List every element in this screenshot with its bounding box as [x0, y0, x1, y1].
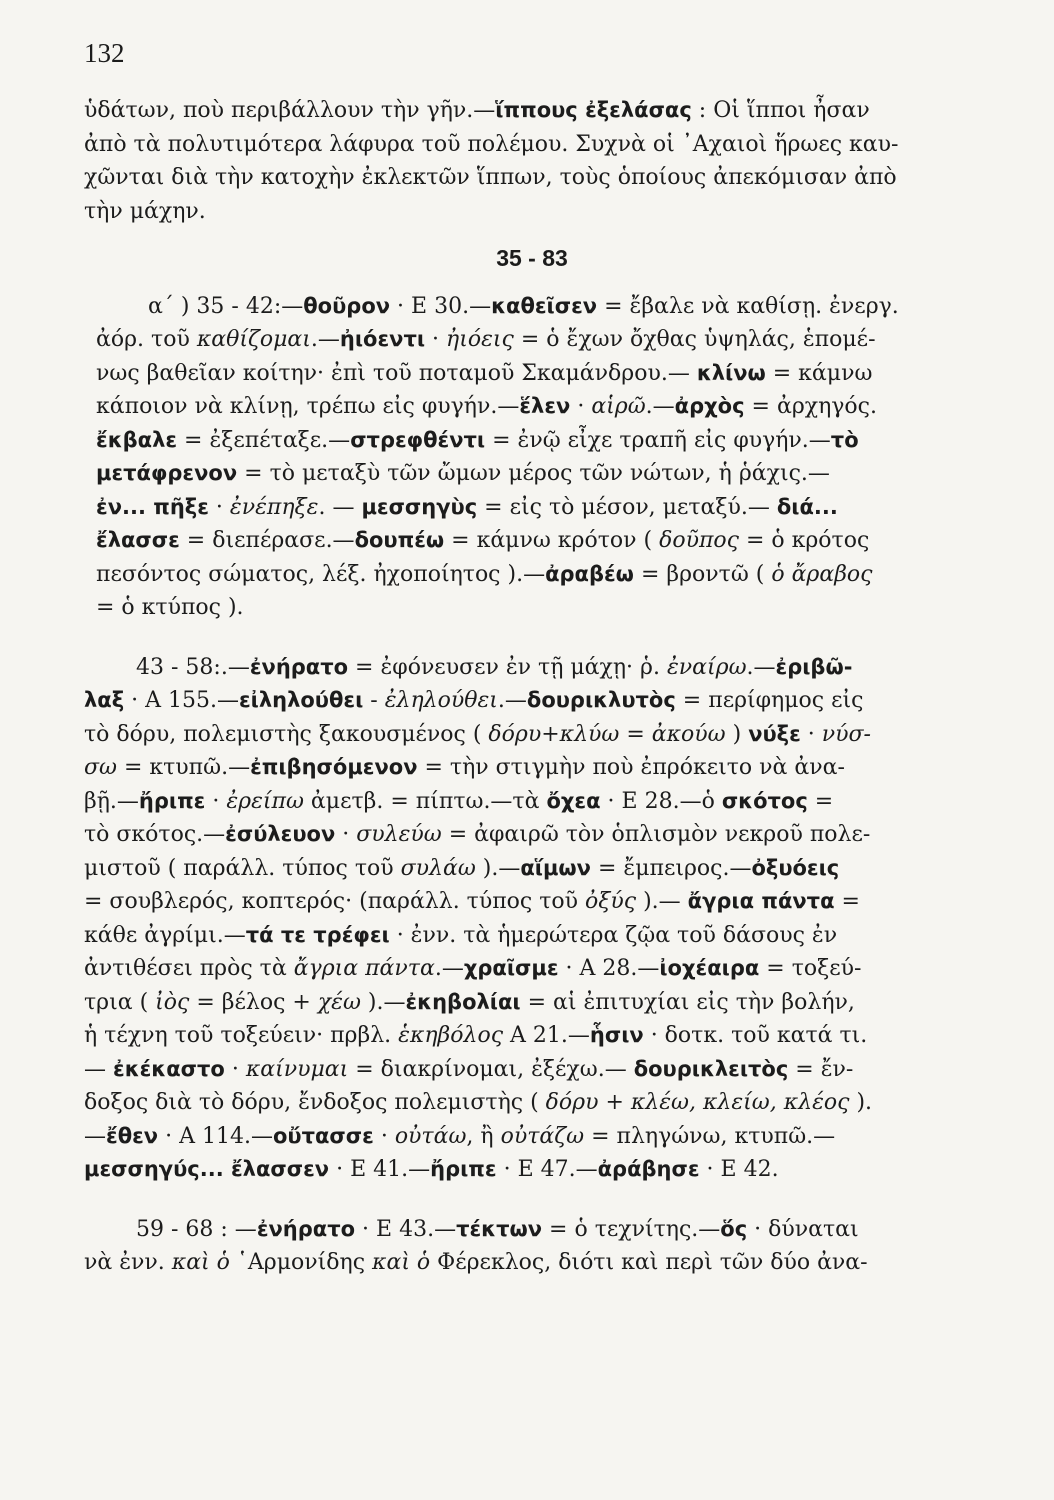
lemma-term: ἐνήρατο: [249, 654, 349, 679]
text-line: [84, 986, 980, 1020]
text-run: = ἀφαιρῶ τὸν ὁπλισμὸν νεκροῦ πολε-: [441, 822, 871, 847]
lemma-term: τά τε τρέφει: [245, 922, 390, 947]
italic-text: ἑκηβόλος: [398, 1023, 504, 1048]
lemma-term: ὅς: [720, 1216, 748, 1241]
commentary-paragraph-35-42: [84, 290, 980, 625]
lemma-term: λαξ: [84, 688, 125, 712]
text-run: .—: [434, 956, 464, 981]
text-line: [96, 558, 980, 592]
text-line: [96, 591, 980, 625]
text-run: —: [84, 1123, 106, 1149]
italic-text: καίνυμαι: [245, 1056, 349, 1082]
lemma-term: ὀξυόεις: [751, 855, 840, 880]
text-run: .—: [497, 688, 527, 713]
text-run: Φέρεκλος, διότι καὶ περὶ τῶν δύο ἀνα-: [430, 1250, 868, 1275]
lemma-term: ἐν... πῆξε: [96, 494, 209, 519]
text-run: ἀμετβ. = πίπτω.—τὰ: [303, 788, 547, 814]
italic-text: ἠιόεις: [446, 327, 514, 352]
text-run: .—: [645, 394, 675, 419]
text-run: ).—: [636, 889, 688, 914]
text-run: -: [363, 688, 385, 713]
text-run: ἀντιθέσει πρὸς τὰ: [84, 956, 294, 981]
text-line: [84, 1086, 980, 1120]
text-run: = ἐνῷ εἶχε τραπῆ εἰς φυγήν.—: [485, 427, 831, 453]
lemma-term: ἐκηβολίαι: [405, 989, 521, 1014]
italic-text: συλάω: [400, 855, 476, 881]
text-line: [96, 390, 980, 424]
text-line: [96, 323, 980, 357]
text-run: ἀπὸ τὰ πολυτιμότερα λάφυρα τοῦ πολέμου. Συχνὰ οἱ ᾿Αχαιοὶ ἥρωες καυ-: [84, 131, 899, 157]
lemma-term: αἵμων: [520, 855, 591, 880]
text-run: : Οἱ ἵπποι ἦσαν: [691, 98, 870, 123]
lemma-term: ἐριβῶ-: [775, 654, 853, 679]
text-run: = ὁ κτύπος ).: [96, 595, 244, 620]
text-line: [84, 1213, 980, 1247]
text-run: τὸ σκότος.—: [84, 822, 226, 847]
lemma-term: ἐσύλευον: [225, 822, 336, 846]
italic-text: δοῦπος: [659, 528, 739, 553]
text-run: χῶνται διὰ τὴν κατοχὴν ἐκλεκτῶν ἵππων, τοὺς ὁποίους ἀπεκόμισαν ἀπὸ: [84, 165, 897, 190]
lemma-term: ἤριπε: [138, 788, 206, 813]
text-line: [96, 290, 980, 324]
italic-text: αἱρῶ: [591, 394, 646, 419]
italic-text: ὀξύς: [585, 889, 637, 914]
text-run: ·: [800, 721, 822, 747]
text-line: [96, 357, 980, 391]
lemma-term: ἰοχέαιρα: [659, 956, 760, 980]
text-run: ·: [425, 327, 447, 352]
lemma-term: καθεῖσεν: [491, 293, 598, 318]
text-run: = αἱ ἐπιτυχίαι εἰς τὴν βολήν,: [520, 989, 855, 1015]
italic-text: συλεύω: [356, 822, 442, 847]
text-line: [84, 718, 980, 752]
text-run: = κάμνω: [765, 360, 873, 386]
lemma-term: ἕλεν: [519, 394, 571, 418]
text-run: 59 - 68 : —: [136, 1216, 257, 1242]
italic-text: δόρυ + κλέω, κλείω, κλέος: [545, 1090, 850, 1115]
italic-text: ὁ ἄραβος: [771, 561, 873, 587]
text-run: = ὁ τεχνίτης.—: [542, 1216, 721, 1242]
text-run: = τὸ μεταξὺ τῶν ὤμων μέρος τῶν νώτων, ἡ ῥάχις.—: [237, 461, 830, 486]
commentary-paragraph-59-68: [84, 1213, 980, 1280]
text-line: [84, 852, 980, 886]
text-line: [96, 524, 980, 558]
text-run: · δύναται: [747, 1216, 859, 1242]
lemma-term: ἔλασσε: [96, 528, 180, 552]
text-line: [84, 785, 980, 819]
text-line: [84, 128, 980, 162]
lemma-term: δουπέω: [354, 528, 445, 552]
lemma-term: ἀρχὸς: [674, 394, 745, 418]
text-line: [84, 1019, 980, 1053]
italic-text: ἀκούω: [651, 721, 726, 747]
text-run: νὰ ἐνν.: [84, 1250, 172, 1275]
italic-text: χέω: [317, 989, 361, 1015]
text-run: κάθε ἀγρίμι.—: [84, 922, 246, 948]
text-run: · Ε 47.—: [496, 1157, 598, 1182]
italic-text: δόρυ+κλύω: [488, 721, 620, 747]
italic-text: οὐτάζω: [500, 1123, 585, 1149]
lemma-term: ἀράβησε: [597, 1157, 700, 1181]
text-line: [84, 818, 980, 852]
lemma-term: ἐκέκαστο: [113, 1056, 225, 1081]
lemma-term: ἔθεν: [106, 1123, 159, 1148]
text-run: δοξος διὰ τὸ δόρυ, ἔνδοξος πολεμιστὴς (: [84, 1090, 546, 1115]
italic-text: καθίζομαι: [196, 327, 311, 352]
text-run: τὴν μάχην.: [84, 198, 206, 224]
text-run: =: [807, 788, 834, 814]
text-line: [84, 751, 980, 785]
text-run: βῇ.—: [84, 788, 139, 814]
text-run: · Ε 41.—: [329, 1157, 431, 1182]
text-run: = διακρίνομαι, ἐξέχω.—: [348, 1056, 634, 1082]
text-run: = εἰς τὸ μέσον, μεταξύ.—: [477, 494, 777, 520]
italic-text: ἐναίρω: [666, 654, 747, 680]
text-run: = τοξεύ-: [759, 956, 862, 981]
text-run: νως βαθεῖαν κοίτην· ἐπὶ τοῦ ποταμοῦ Σκαμάνδρου.—: [96, 360, 697, 386]
text-run: · δοτκ. τοῦ κατά τι.: [643, 1023, 868, 1048]
text-run: .—: [310, 327, 340, 352]
italic-text: ἄγρια πάντα: [293, 956, 435, 981]
text-line: [84, 885, 980, 919]
text-run: · Α 114.—: [158, 1123, 273, 1149]
text-run: = βροντῶ (: [633, 561, 772, 587]
text-run: κάποιον νὰ κλίνῃ, τρέπω εἰς φυγήν.—: [96, 394, 520, 419]
text-run: ).—: [360, 989, 406, 1015]
text-run: = τὴν στιγμὴν ποὺ ἐπρόκειτο νὰ ἀνα-: [417, 755, 845, 780]
commentary-paragraph-43-58: [84, 651, 980, 1187]
text-run: α΄ ) 35 - 42:—: [148, 293, 304, 319]
lemma-term: μεσσηγύς... ἔλασσεν: [84, 1157, 330, 1181]
text-line: [84, 1053, 980, 1087]
text-run: = διεπέρασε.—: [179, 528, 355, 553]
lemma-term: χραῖσμε: [463, 956, 559, 980]
lemma-term: τὸ: [830, 427, 859, 452]
italic-text: ἐρείπω: [226, 788, 304, 814]
lemma-term: μεσσηγὺς: [361, 494, 478, 519]
text-run: ὑδάτων, ποὺ περιβάλλουν τὴν γῆν.—: [84, 98, 496, 123]
text-line: [84, 651, 980, 685]
text-run: ἀόρ. τοῦ: [96, 327, 197, 352]
text-run: —: [84, 1056, 113, 1082]
text-line: [84, 161, 980, 195]
lemma-term: ἔκβαλε: [96, 427, 178, 452]
text-run: = πληγώνω, κτυπῶ.—: [584, 1123, 836, 1149]
lemma-term: νύξε: [748, 721, 801, 746]
text-run: τρια (: [84, 989, 156, 1015]
italic-text: ἐνέπηξε: [229, 494, 319, 520]
lemma-term: τέκτων: [456, 1216, 543, 1241]
text-run: ).—: [475, 855, 521, 881]
lemma-term: ἐπιβησόμενον: [250, 755, 418, 779]
text-run: . —: [318, 494, 362, 520]
intro-paragraph: [84, 94, 980, 228]
page-body: [84, 94, 980, 1280]
section-heading: 35 - 83: [496, 245, 568, 271]
lemma-term: στρεφθέντι: [350, 427, 486, 452]
text-run: · Ε 30.—: [390, 293, 492, 319]
italic-text: καὶ ὁ: [372, 1250, 431, 1275]
text-line: [84, 919, 980, 953]
text-run: ).: [849, 1090, 873, 1115]
text-run: = ἔν-: [788, 1056, 854, 1082]
text-line: [96, 424, 980, 458]
text-line: [96, 491, 980, 525]
italic-text: σω: [84, 755, 117, 780]
text-run: ·: [373, 1123, 395, 1149]
text-run: ·: [570, 394, 592, 419]
text-run: 43 - 58:.—: [136, 654, 250, 680]
text-line: [84, 1246, 980, 1280]
lemma-term: ἄγρια πάντα: [687, 889, 835, 913]
lemma-term: ἧσιν: [589, 1023, 644, 1047]
text-run: ): [725, 721, 749, 747]
text-run: = ἔμπειρος.—: [590, 855, 752, 881]
text-run: · Α 28.—: [558, 956, 660, 981]
text-line: [84, 1120, 980, 1154]
lemma-term: μετάφρενον: [96, 461, 238, 485]
text-line: [96, 457, 980, 491]
text-line: [84, 94, 980, 128]
text-run: · Ε 42.: [699, 1157, 779, 1182]
text-run: = ἔβαλε νὰ καθίσῃ. ἐνεργ.: [597, 293, 899, 319]
text-run: · Ε 43.—: [355, 1216, 457, 1242]
text-run: =: [834, 889, 860, 914]
text-run: ·: [205, 788, 227, 814]
text-run: = περίφημος εἰς: [675, 688, 864, 713]
text-run: .—: [746, 654, 776, 680]
text-line: [84, 952, 980, 986]
text-run: = κτυπῶ.—: [116, 755, 251, 780]
text-run: =: [619, 721, 652, 747]
lemma-term: οὔτασσε: [272, 1123, 374, 1148]
text-run: ·: [335, 822, 357, 847]
text-run: Α 21.—: [503, 1023, 590, 1048]
text-line: [84, 1153, 980, 1187]
text-run: πεσόντος σώματος, λέξ. ἠχοποίητος ).—: [96, 561, 546, 587]
italic-text: νύσ-: [821, 721, 871, 747]
lemma-term: διά...: [776, 494, 838, 519]
lemma-term: ἤριπε: [430, 1157, 497, 1181]
text-run: τὸ δόρυ, πολεμιστὴς ξακουσμένος (: [84, 721, 489, 747]
italic-text: ἰὸς: [155, 989, 190, 1015]
text-run: = ὁ κρότος: [738, 528, 870, 553]
lemma-term: ἐνήρατο: [256, 1216, 356, 1241]
lemma-term: θοῦρον: [303, 293, 391, 318]
lemma-term: ὄχεα: [546, 788, 601, 813]
italic-text: καὶ ὁ: [171, 1250, 230, 1275]
italic-text: οὐτάω: [394, 1123, 467, 1149]
lemma-term: ἠιόεντι: [339, 327, 426, 351]
text-line: [84, 684, 980, 718]
text-run: = ὁ ἔχων ὄχθας ὑψηλάς, ἑπομέ-: [513, 327, 876, 352]
text-run: · Α 155.—: [124, 688, 239, 713]
lemma-term: σκότος: [721, 788, 808, 813]
lemma-term: εἰληλούθει: [238, 688, 364, 712]
page-number: 132: [84, 38, 125, 68]
text-run: = βέλος +: [189, 989, 318, 1015]
text-run: = ἐξεπέταξε.—: [177, 427, 351, 453]
text-run: = ἀρχηγός.: [744, 394, 877, 419]
lemma-term: δουρικλειτὸς: [633, 1056, 789, 1081]
text-line: [84, 195, 980, 229]
text-run: ·: [224, 1056, 246, 1082]
text-run: = σουβλερός, κοπτερός· (παράλλ. τύπος τοῦ: [84, 889, 586, 914]
text-run: μιστοῦ ( παράλλ. τύπος τοῦ: [84, 855, 401, 881]
lemma-term: δουρικλυτὸς: [526, 688, 676, 712]
text-run: · Ε 28.—ὁ: [600, 788, 722, 814]
lemma-term: ἵππους ἐξελάσας: [495, 98, 692, 122]
lemma-term: κλίνω: [696, 360, 766, 385]
lemma-term: ἀραβέω: [545, 561, 634, 586]
text-run: ·: [208, 494, 230, 520]
text-run: · ἐνν. τὰ ἡμερώτερα ζῷα τοῦ δάσους ἐν: [389, 922, 838, 948]
text-run: ῾Αρμονίδης: [229, 1250, 373, 1275]
text-run: = ἐφόνευσεν ἐν τῇ μάχῃ· ῥ.: [348, 654, 667, 680]
text-run: ἡ τέχνη τοῦ τοξεύειν· πρβλ.: [84, 1023, 399, 1048]
text-run: = κάμνω κρότον (: [444, 528, 660, 553]
italic-text: ἐληλούθει: [384, 688, 498, 713]
text-run: , ἢ: [466, 1123, 501, 1149]
